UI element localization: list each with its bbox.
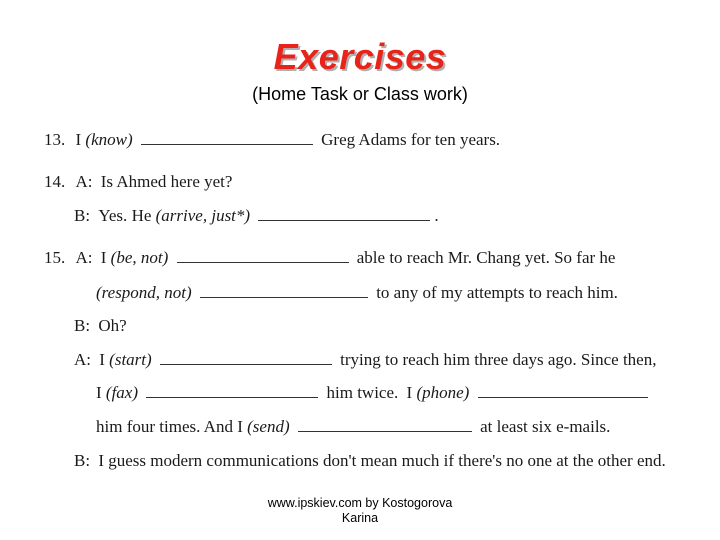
sentence-rest: . (434, 206, 439, 225)
sentence-pre: Yes. (98, 206, 128, 225)
sentence-rest: trying to reach him three days ago. Since then, (340, 350, 657, 369)
speaker: A: (74, 350, 91, 369)
exercise-14-a (44, 172, 232, 192)
footer-line-2: Karina (341, 511, 379, 525)
verb-hint: (be, not) (110, 248, 169, 267)
subject: I (96, 383, 102, 402)
verb-hint: (know) (85, 130, 133, 149)
footer-line-1: www.ipskiev.com by Kostogorova (267, 496, 453, 510)
sentence-rest: able to reach Mr. Chang yet. So far he (356, 248, 616, 267)
sentence-rest: him twice. (326, 383, 399, 402)
sentence-text: I guess modern communications don't mean much if there's no one at the other end. (98, 451, 666, 470)
exercise-14-b (74, 206, 439, 226)
speaker: I (75, 130, 82, 149)
speaker: A: (75, 172, 93, 191)
answer-blank[interactable] (160, 363, 332, 365)
answer-blank[interactable] (146, 396, 318, 398)
exercise-15-c (74, 350, 656, 370)
subject: I (406, 383, 413, 402)
exercise-15-c-cont2 (96, 417, 610, 437)
speaker: B: (74, 316, 91, 335)
sentence-rest: Greg Adams for ten years. (321, 130, 501, 149)
answer-blank[interactable] (200, 296, 368, 298)
verb-hint: (respond, not) (96, 283, 192, 302)
slide-subtitle: (Home Task or Class work) (252, 84, 468, 104)
footer-credit (222, 496, 498, 526)
exercise-15-a-cont (96, 283, 618, 303)
verb-hint: (phone) (416, 383, 470, 402)
subject: I (100, 248, 107, 267)
verb-hint: (arrive, just*) (155, 206, 251, 225)
answer-blank[interactable] (141, 143, 313, 145)
sentence-rest: to any of my attempts to reach him. (376, 283, 618, 302)
answer-blank[interactable] (258, 219, 430, 221)
slide-title: Exercises (273, 36, 447, 77)
speaker: B: (74, 451, 91, 470)
subject: He (131, 206, 152, 225)
exercise-15-d (74, 451, 666, 471)
exercise-15-c-cont (96, 383, 652, 403)
answer-blank[interactable] (298, 430, 472, 432)
verb-hint: (start) (109, 350, 152, 369)
sentence-text: Is Ahmed here yet? (100, 172, 233, 191)
speaker: B: (74, 206, 91, 225)
answer-blank[interactable] (478, 396, 648, 398)
sentence-text: Oh? (98, 316, 127, 335)
item-number: 15. (44, 248, 66, 267)
speaker: A: (75, 248, 93, 267)
verb-hint: (send) (247, 417, 290, 436)
exercise-13 (44, 130, 500, 150)
exercise-15-b (74, 316, 127, 336)
sentence-pre: him four times. And (96, 417, 233, 436)
item-number: 14. (44, 172, 66, 191)
item-number: 13. (44, 130, 66, 149)
subject: I (99, 350, 105, 369)
verb-hint: (fax) (105, 383, 139, 402)
subject: I (237, 417, 243, 436)
exercise-15-a (44, 248, 615, 268)
sentence-rest: at least six e-mails. (480, 417, 611, 436)
answer-blank[interactable] (177, 261, 349, 263)
